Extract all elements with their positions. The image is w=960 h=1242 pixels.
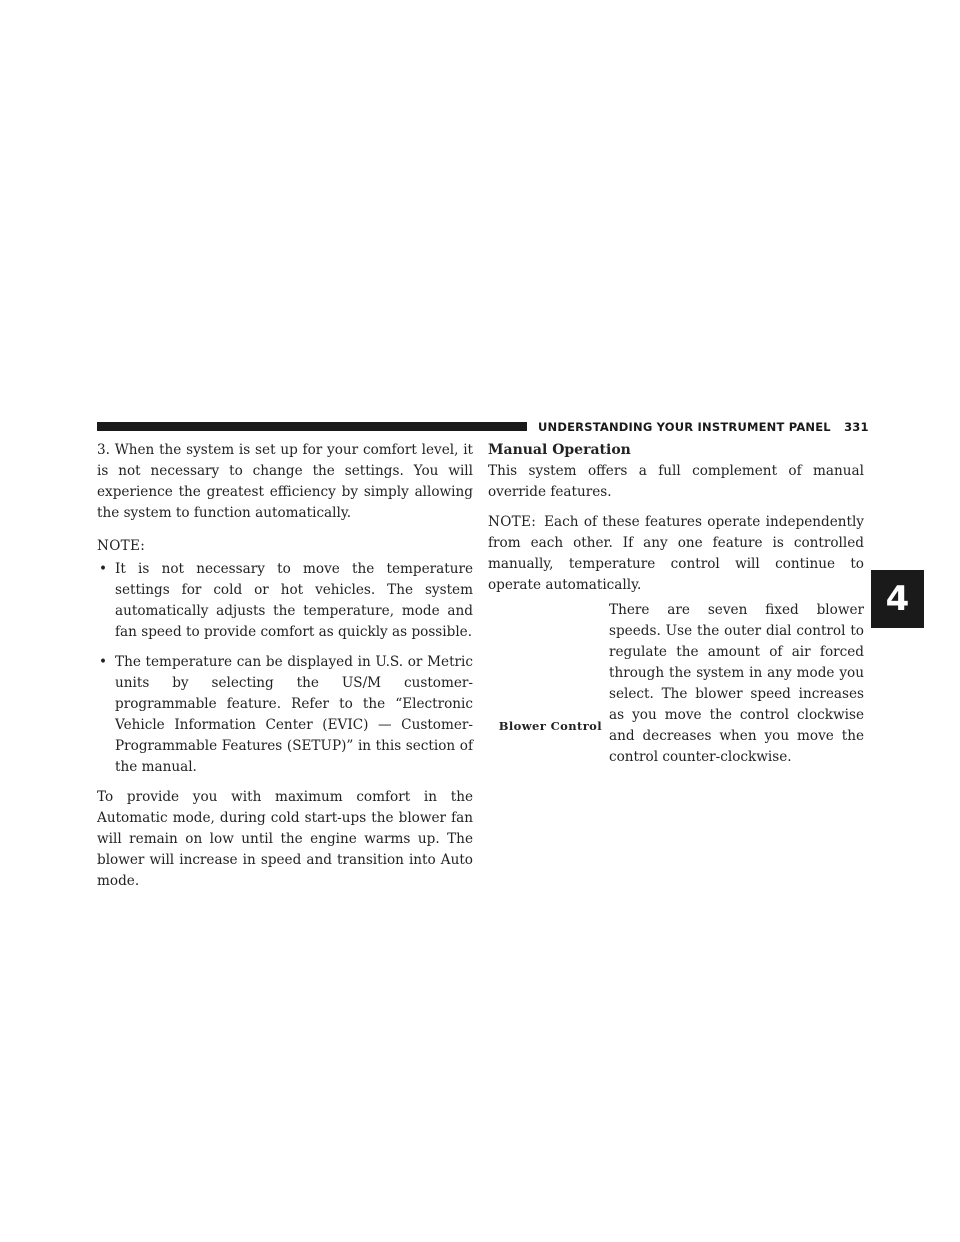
note-bullet-1: [97, 559, 473, 643]
paragraph-auto-mode: To provide you with maximum comfort in the Automatic mode, during cold start-ups the blower fan will remain on low until the engine warms up. The blower will increase in speed and transition into Auto mode.: [97, 789, 473, 889]
bullet-text: The temperature can be displayed in U.S. or Metric units by selecting the US/M customer-programmable feature. Refer to the “Electronic Vehicle Information Center (EVIC) — Customer-Programmable Features (SETUP)” in this section of the manual.: [115, 654, 473, 775]
section-heading: Manual Operation: [488, 442, 631, 458]
chapter-tab: 4: [871, 570, 924, 628]
note-label: NOTE:: [488, 514, 537, 530]
blower-control-figure: [488, 600, 864, 780]
bullet-icon: •: [99, 561, 108, 577]
paragraph-manual: This system offers a full complement of manual override features.: [488, 463, 864, 500]
page-number: 331: [844, 420, 869, 434]
figure-caption: Blower Control: [498, 719, 602, 733]
left-column: [97, 440, 473, 901]
note-paragraph: [488, 512, 864, 596]
header-rule: [97, 422, 527, 431]
figure-description: There are seven fixed blower speeds. Use the outer dial control to regulate the amount of air forced through the system in any mode you select. The blower speed increases as you move the control clockwise and decreases when you move the control counter-clockwise.: [609, 602, 864, 765]
running-header: [538, 420, 868, 434]
note-heading: NOTE:: [97, 538, 146, 554]
paragraph-step-3: 3. When the system is set up for your comfort level, it is not necessary to change the settings. You will experience the greatest efficiency by simply allowing the system to function automatically.: [97, 442, 473, 521]
right-column: [488, 440, 864, 605]
note-bullet-2: [97, 652, 473, 778]
bullet-icon: •: [99, 654, 108, 670]
bullet-text: It is not necessary to move the temperature settings for cold or hot vehicles. The system automatically adjusts the temperature, mode and fan speed to provide comfort as quickly as possible.: [115, 561, 473, 640]
section-title: UNDERSTANDING YOUR INSTRUMENT PANEL: [538, 420, 831, 434]
note-text: Each of these features operate independently from each other. If any one feature is controlled manually, temperature control will continue to operate automatically.: [488, 514, 864, 593]
